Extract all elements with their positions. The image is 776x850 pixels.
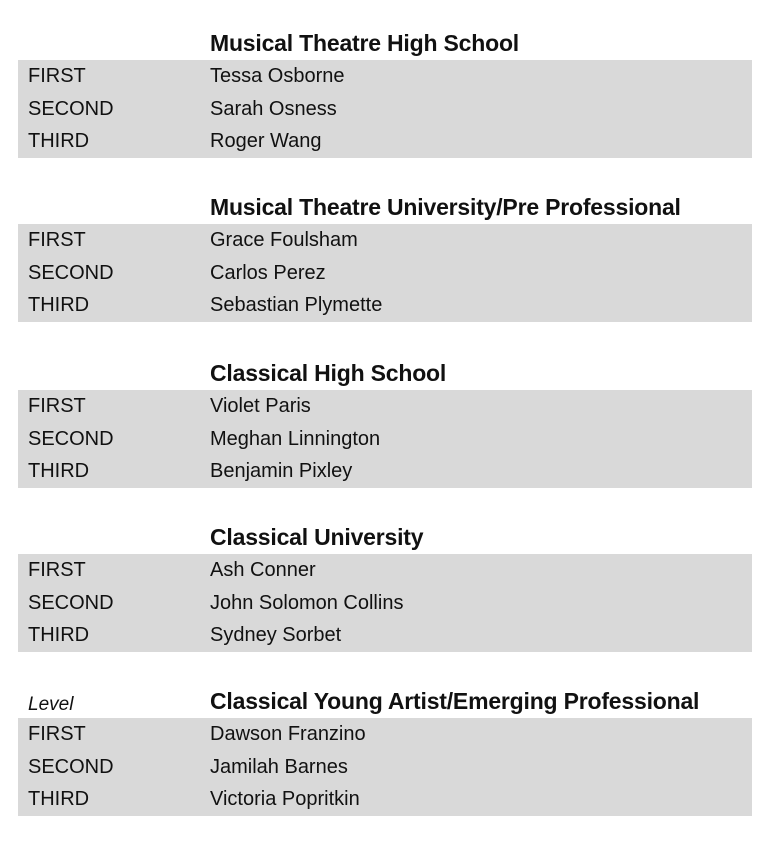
place-label: SECOND (28, 427, 114, 450)
result-row-first (18, 224, 752, 257)
results-table (18, 554, 752, 652)
place-label: FIRST (28, 723, 86, 745)
place-label: FIRST (28, 395, 86, 417)
winner-name: Victoria Popritkin (210, 788, 360, 811)
result-row-third (18, 455, 752, 488)
place-label: THIRD (28, 788, 90, 811)
section-title: Classical High School (210, 360, 447, 386)
winner-name: Sarah Osness (210, 97, 337, 120)
winner-name: Roger Wang (210, 130, 322, 153)
result-row-second (18, 257, 752, 290)
section-header (18, 520, 752, 554)
result-row-third (18, 289, 752, 322)
winner-name: Jamilah Barnes (210, 755, 348, 778)
section-title: Classical Young Artist/Emerging Professional (210, 688, 700, 714)
winner-name: Sebastian Plymette (210, 294, 383, 317)
result-row-second (18, 423, 752, 456)
section-title: Musical Theatre High School (210, 30, 519, 56)
level-label: Level (28, 694, 74, 715)
section-header (18, 684, 752, 718)
place-label: THIRD (28, 294, 90, 317)
result-row-first (18, 718, 752, 751)
results-table (18, 390, 752, 488)
winner-name: John Solomon Collins (210, 591, 404, 614)
place-label: THIRD (28, 130, 90, 153)
winner-name: Benjamin Pixley (210, 460, 353, 483)
winner-name: Grace Foulsham (210, 229, 358, 251)
place-label: SECOND (28, 591, 114, 614)
result-row-third (18, 783, 752, 816)
result-row-second (18, 93, 752, 126)
winner-name: Ash Conner (210, 559, 316, 581)
section-header (18, 190, 752, 224)
winner-name: Sydney Sorbet (210, 624, 342, 647)
winner-name: Tessa Osborne (210, 65, 345, 87)
section-title: Classical University (210, 524, 424, 550)
place-label: SECOND (28, 97, 114, 120)
result-row-third (18, 619, 752, 652)
section-header (18, 26, 752, 60)
results-section-classical-young-artist (18, 684, 752, 816)
winner-name: Meghan Linnington (210, 427, 381, 450)
winner-name: Violet Paris (210, 395, 311, 417)
results-section-musical-theatre-university (18, 190, 752, 322)
place-label: THIRD (28, 460, 90, 483)
result-row-first (18, 390, 752, 423)
result-row-first (18, 554, 752, 587)
results-table (18, 224, 752, 322)
section-header (18, 356, 752, 390)
section-title: Musical Theatre University/Pre Professional (210, 194, 681, 220)
place-label: FIRST (28, 65, 86, 87)
place-label: FIRST (28, 559, 86, 581)
result-row-second (18, 751, 752, 784)
place-label: THIRD (28, 624, 90, 647)
results-table (18, 718, 752, 816)
results-table (18, 60, 752, 158)
result-row-second (18, 587, 752, 620)
result-row-first (18, 60, 752, 93)
place-label: FIRST (28, 229, 86, 251)
results-section-classical-high-school (18, 356, 752, 488)
results-section-musical-theatre-high-school (18, 26, 752, 158)
winner-name: Dawson Franzino (210, 723, 366, 745)
results-section-classical-university (18, 520, 752, 652)
place-label: SECOND (28, 261, 114, 284)
winner-name: Carlos Perez (210, 261, 326, 284)
place-label: SECOND (28, 755, 114, 778)
result-row-third (18, 125, 752, 158)
